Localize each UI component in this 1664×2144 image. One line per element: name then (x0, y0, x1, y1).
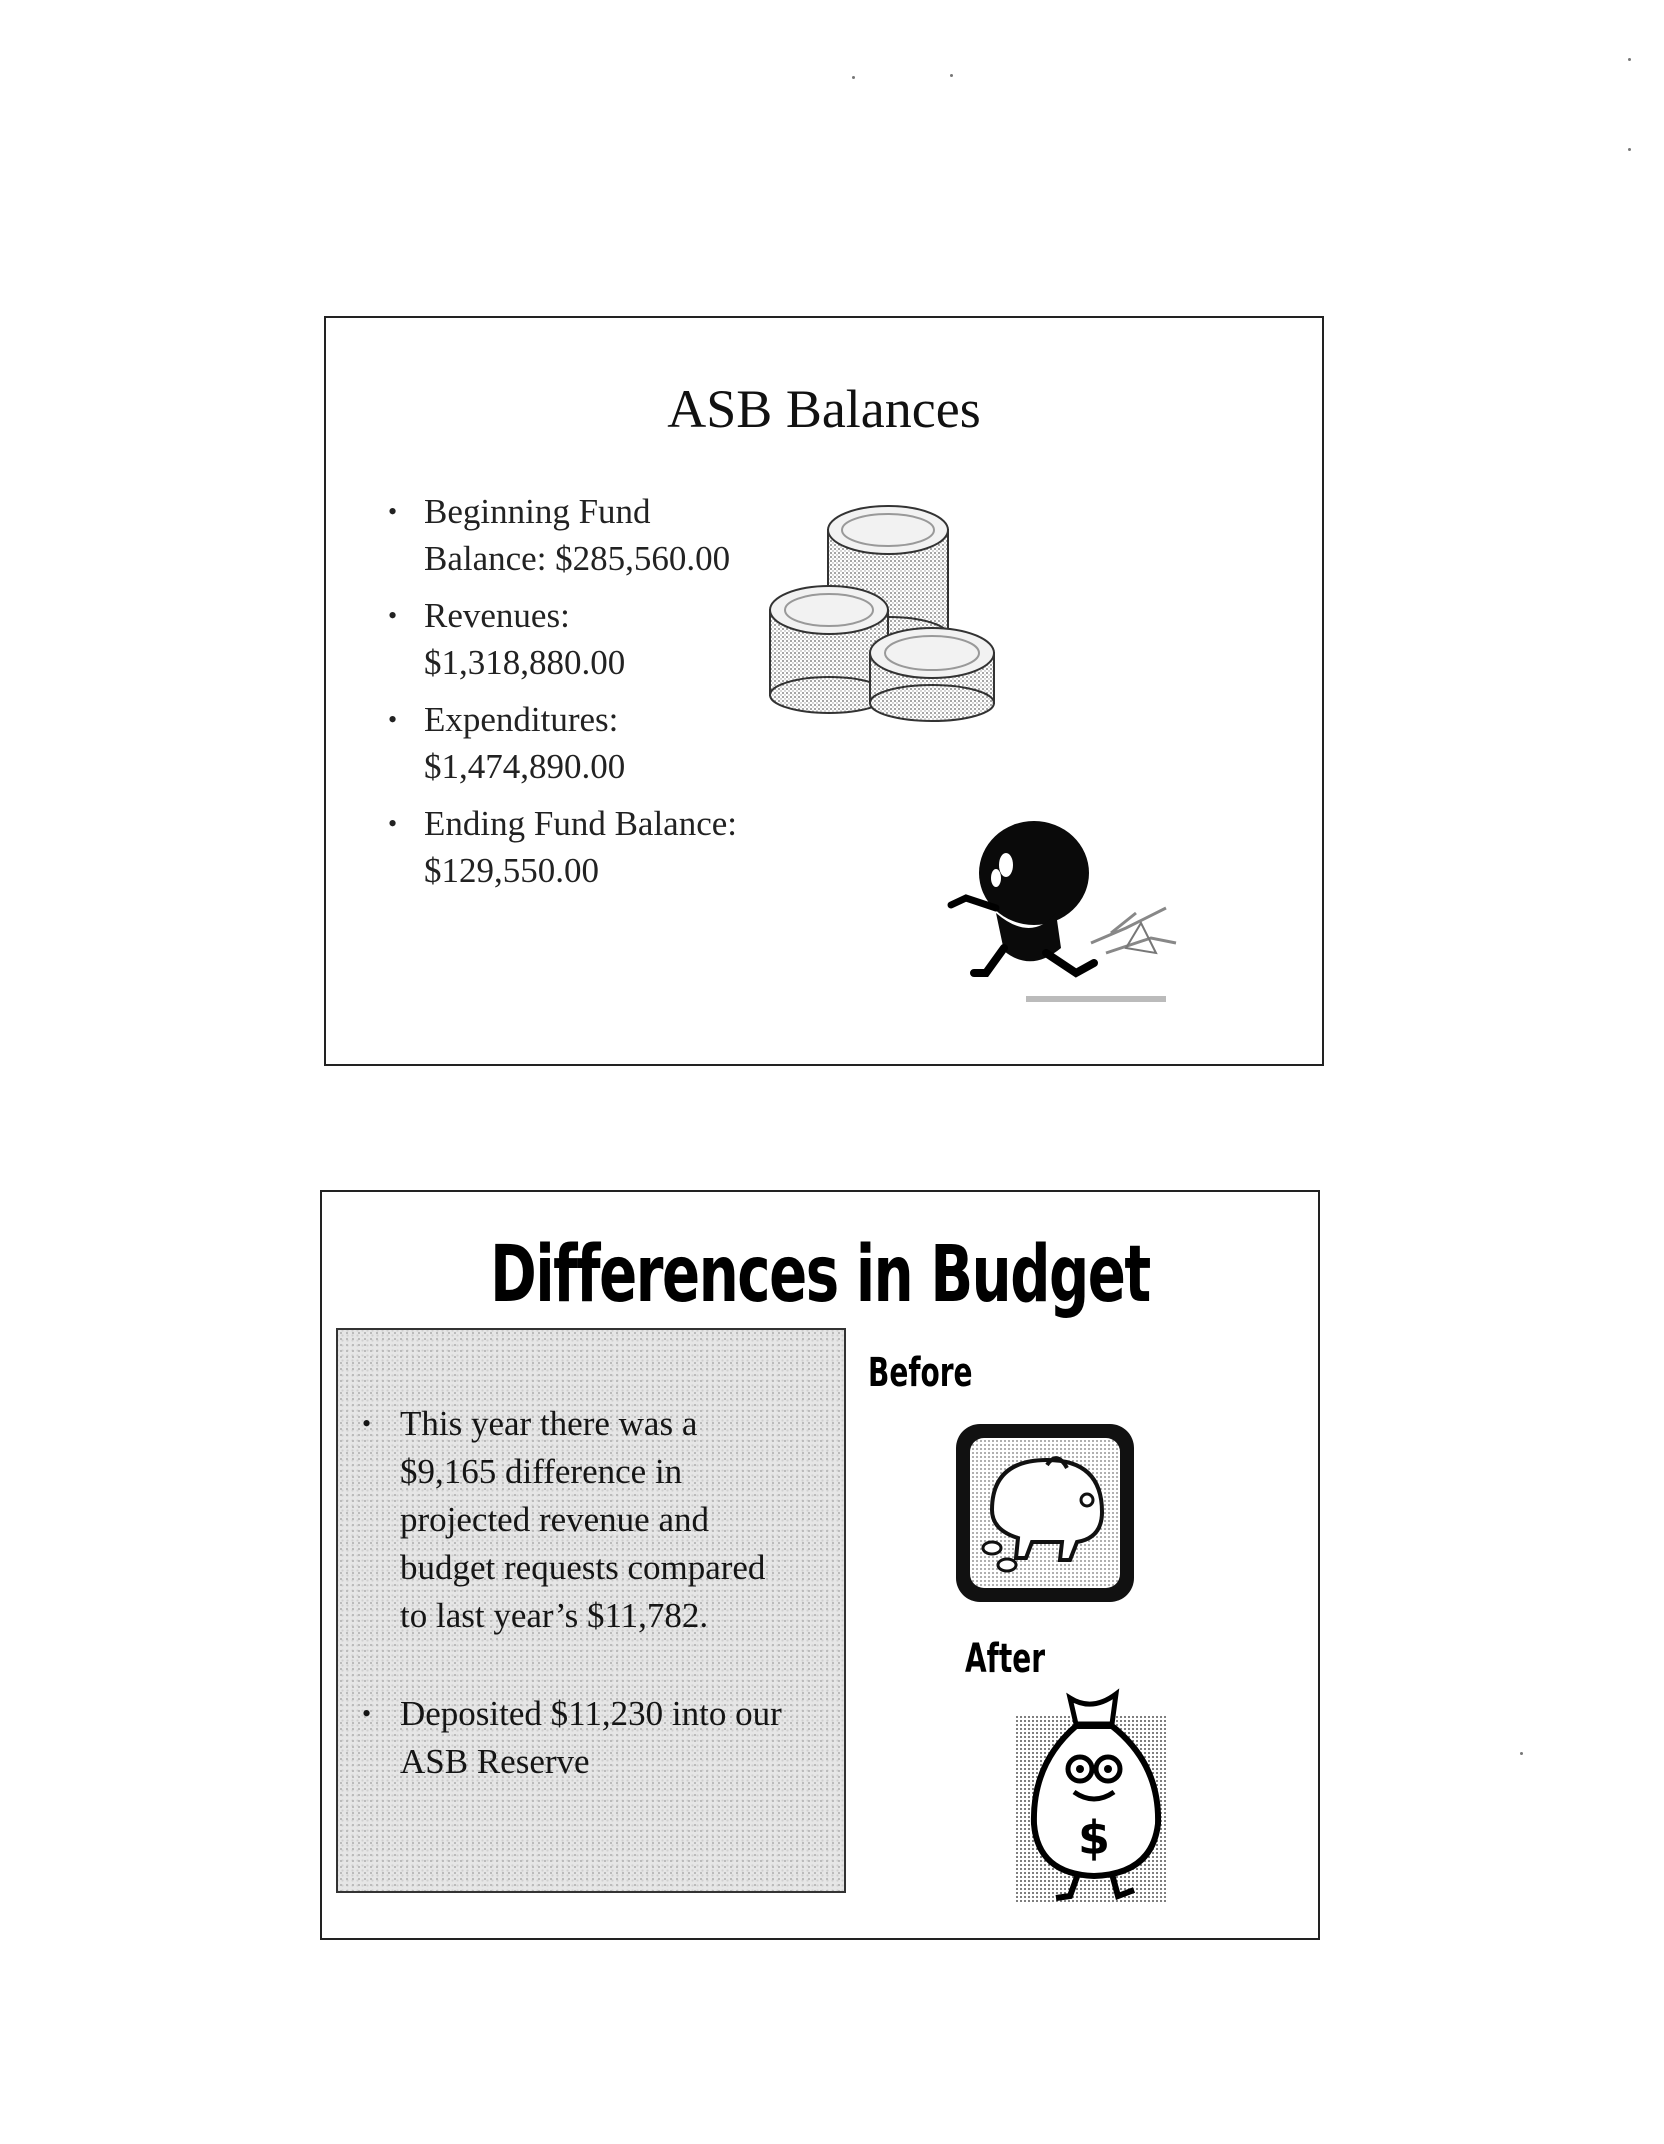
item-value: $1,474,890.00 (424, 747, 626, 786)
after-label: After (965, 1636, 1046, 1682)
list-item (386, 592, 806, 686)
running-coin-icon (926, 813, 1196, 1013)
piggy-bank-icon (952, 1420, 1138, 1606)
bullet-list (360, 1400, 800, 1786)
list-item (386, 488, 806, 582)
list-item (386, 800, 806, 894)
item-label: Expenditures: (424, 700, 619, 739)
scan-speck (1628, 148, 1631, 151)
coins-icon (766, 488, 1006, 733)
text-box (336, 1328, 846, 1893)
svg-text:$: $ (1077, 1811, 1111, 1865)
scan-speck (1628, 58, 1631, 61)
slide-title: ASB Balances (667, 379, 981, 439)
slide-differences-in-budget (320, 1190, 1320, 1940)
list-item: • This year there was a $9,165 difference in projected revenue and budget requests compared to last year’s $11,782. (360, 1400, 800, 1640)
slide-asb-balances (324, 316, 1324, 1066)
list-item (386, 696, 806, 790)
scan-speck (852, 76, 855, 79)
item-label: Revenues: (424, 596, 570, 635)
item-value: Balance: $285,560.00 (424, 539, 731, 578)
item-label: Beginning Fund (424, 492, 651, 531)
list-item: • Deposited $11,230 into our ASB Reserve (360, 1690, 800, 1786)
item-value: $1,318,880.00 (424, 643, 626, 682)
balance-list (386, 488, 806, 904)
item-value: $129,550.00 (424, 851, 599, 890)
before-label: Before (868, 1350, 973, 1396)
item-label: Ending Fund Balance: (424, 804, 738, 843)
scan-speck (950, 74, 953, 77)
scan-speck (1520, 1752, 1523, 1755)
slide-title: Differences in Budget (490, 1230, 1150, 1320)
money-bag-icon (1012, 1684, 1182, 1909)
